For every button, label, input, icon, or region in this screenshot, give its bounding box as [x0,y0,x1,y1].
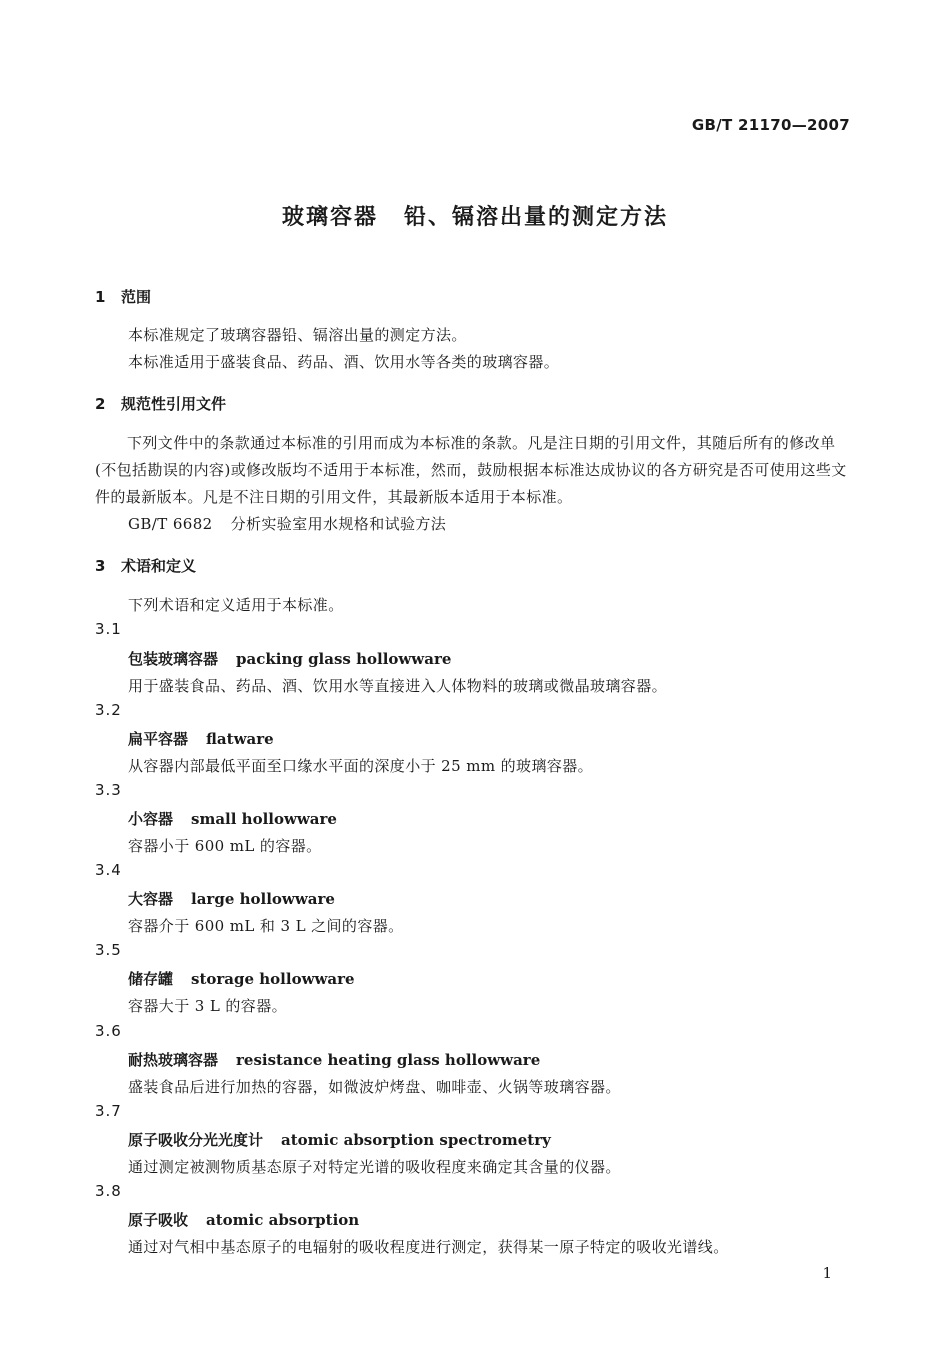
term-number: 3.1 [95,620,122,638]
page-number: 1 [822,1264,832,1282]
term-definition: 容器介于 600 mL 和 3 L 之间的容器。 [128,917,404,935]
term-number: 3.2 [95,701,122,719]
term-heading: 包装玻璃容器 packing glass hollowware [128,650,452,668]
term-heading: 耐热玻璃容器 resistance heating glass hollowware [128,1051,541,1069]
title-part-1: 玻璃容器 [281,205,378,230]
section-1-line-1: 本标准规定了玻璃容器铅、镉溶出量的测定方法。 [128,326,467,344]
term-heading: 大容器 large hollowware [128,890,335,908]
term-definition: 用于盛装食品、药品、酒、饮用水等直接进入人体物料的玻璃或微晶玻璃容器。 [128,677,668,695]
section-2-paragraph: 下列文件中的条款通过本标准的引用而成为本标准的条款。凡是注日期的引用文件，其随后所有的修改单(不包括勘误的内容)或修改版均不适用于本标准，然而，鼓励根据本标准达成协议的各方研究是否可使用这些文件的最新版本。凡是不注日期的引用文件，其最新版本适用于本标准。 [95,434,847,506]
section-1-line-2: 本标准适用于盛装食品、药品、酒、饮用水等各类的玻璃容器。 [128,353,560,371]
term-number: 3.4 [95,861,122,879]
term-number: 3.3 [95,781,122,799]
term-heading: 扁平容器 flatware [128,730,274,748]
term-definition: 通过测定被测物质基态原子对特定光谱的吸收程度来确定其含量的仪器。 [128,1158,621,1176]
term-definition: 容器大于 3 L 的容器。 [128,997,288,1015]
normative-reference [128,513,446,534]
term-definition: 容器小于 600 mL 的容器。 [128,837,322,855]
title-part-2: 铅、镉溶出量的测定方法 [404,205,669,230]
document-title [0,200,950,231]
standard-number: GB/T 21170—2007 [691,116,850,134]
section-3-intro: 下列术语和定义适用于本标准。 [128,596,344,614]
term-number: 3.8 [95,1182,122,1200]
term-number: 3.7 [95,1102,122,1120]
section-3-heading: 3 术语和定义 [95,557,197,575]
term-heading: 小容器 small hollowware [128,810,337,828]
term-heading: 原子吸收分光光度计 atomic absorption spectrometry [128,1131,551,1149]
term-definition: 盛装食品后进行加热的容器，如微波炉烤盘、咖啡壶、火锅等玻璃容器。 [128,1078,621,1096]
reference-title: 分析实验室用水规格和试验方法 [230,515,447,533]
section-2-heading: 2 规范性引用文件 [95,395,227,413]
term-heading: 储存罐 storage hollowware [128,970,355,988]
term-heading: 原子吸收 atomic absorption [128,1211,360,1229]
term-definition: 通过对气相中基态原子的电辐射的吸收程度进行测定，获得某一原子特定的吸收光谱线。 [128,1238,729,1256]
term-number: 3.6 [95,1022,122,1040]
term-definition: 从容器内部最低平面至口缘水平面的深度小于 25 mm 的玻璃容器。 [128,757,594,775]
section-1-heading: 1 范围 [95,288,152,306]
reference-code: GB/T 6682 [128,515,213,533]
term-number: 3.5 [95,941,122,959]
